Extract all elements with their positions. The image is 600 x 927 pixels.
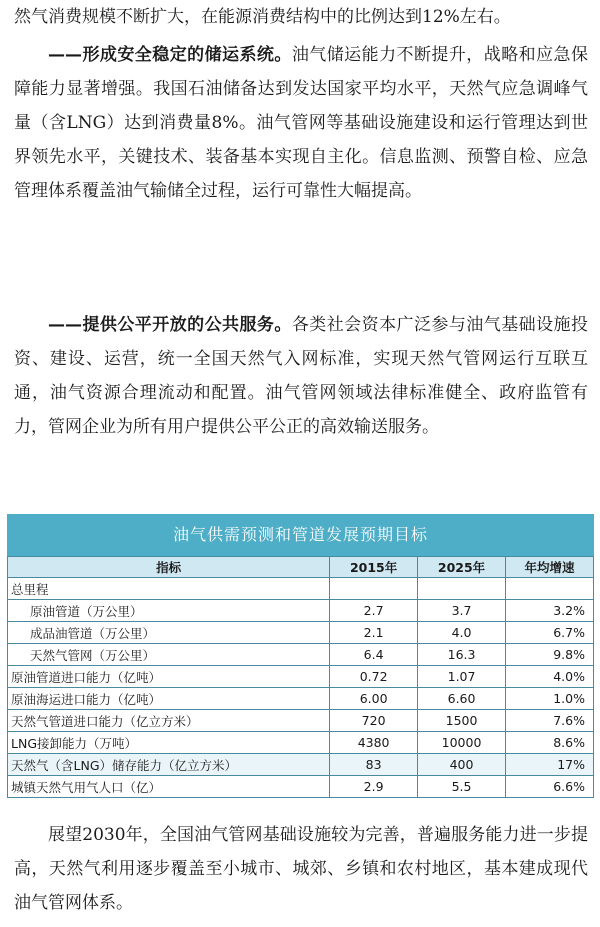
forecast-table bbox=[7, 556, 594, 798]
row-2025: 16.3 bbox=[418, 644, 506, 666]
row-name: 城镇天然气用气人口（亿） bbox=[8, 776, 330, 798]
row-growth: 9.8% bbox=[506, 644, 594, 666]
row-2015: 83 bbox=[330, 754, 418, 776]
row-name: 原油管道（万公里） bbox=[8, 600, 330, 622]
row-growth: 1.0% bbox=[506, 688, 594, 710]
paragraph-body-service: 各类社会资本广泛参与油气基础设施投资、建设、运营，统一全国天然气入网标准，实现天然气管网运行互联互通，油气资源合理流动和配置。油气管网领域法律标准健全、政府监管有力，管网企业为所有用户提供公平公正的高效输送服务。 bbox=[14, 315, 588, 437]
row-2015: 2.7 bbox=[330, 600, 418, 622]
table-row bbox=[8, 710, 594, 732]
table-header-row bbox=[8, 557, 594, 578]
row-name: 原油海运进口能力（亿吨） bbox=[8, 688, 330, 710]
row-2015: 2.9 bbox=[330, 776, 418, 798]
row-2015: 720 bbox=[330, 710, 418, 732]
row-name: 原油管道进口能力（亿吨） bbox=[8, 666, 330, 688]
row-growth: 3.2% bbox=[506, 600, 594, 622]
row-growth: 8.6% bbox=[506, 732, 594, 754]
row-growth: 7.6% bbox=[506, 710, 594, 732]
table-row bbox=[8, 754, 594, 776]
header-indicator: 指标 bbox=[8, 557, 330, 578]
row-2025: 5.5 bbox=[418, 776, 506, 798]
row-name: 天然气（含LNG）储存能力（亿立方米） bbox=[8, 754, 330, 776]
row-growth: 6.7% bbox=[506, 622, 594, 644]
table-row bbox=[8, 688, 594, 710]
table-row bbox=[8, 622, 594, 644]
row-name: 天然气管道进口能力（亿立方米） bbox=[8, 710, 330, 732]
row-2025: 10000 bbox=[418, 732, 506, 754]
paragraph-intro: 然气消费规模不断扩大，在能源消费结构中的比例达到12%左右。 bbox=[14, 7, 511, 27]
table-row bbox=[8, 732, 594, 754]
header-growth: 年均增速 bbox=[506, 557, 594, 578]
row-name: LNG接卸能力（万吨） bbox=[8, 732, 330, 754]
table-row bbox=[8, 600, 594, 622]
table-row bbox=[8, 644, 594, 666]
row-2015: 4380 bbox=[330, 732, 418, 754]
row-2025: 3.7 bbox=[418, 600, 506, 622]
row-name: 天然气管网（万公里） bbox=[8, 644, 330, 666]
row-2025: 1.07 bbox=[418, 666, 506, 688]
row-growth: 6.6% bbox=[506, 776, 594, 798]
empty-cell bbox=[330, 578, 418, 600]
paragraph-heading-storage: ——形成安全稳定的储运系统。 bbox=[48, 45, 292, 65]
group-label: 总里程 bbox=[8, 578, 330, 600]
empty-cell bbox=[418, 578, 506, 600]
header-2015: 2015年 bbox=[330, 557, 418, 578]
empty-cell bbox=[506, 578, 594, 600]
paragraph-outlook-2030: 展望2030年，全国油气管网基础设施较为完善，普遍服务能力进一步提高，天然气利用逐步覆盖至小城市、城郊、乡镇和农村地区，基本建成现代油气管网体系。 bbox=[14, 825, 588, 913]
paragraph-public-service bbox=[14, 308, 588, 444]
row-2025: 4.0 bbox=[418, 622, 506, 644]
row-2015: 6.00 bbox=[330, 688, 418, 710]
paragraph-body-storage: 油气储运能力不断提升，战略和应急保障能力显著增强。我国石油储备达到发达国家平均水平，天然气应急调峰气量（含LNG）达到消费量8%。油气管网等基础设施建设和运行管理达到世界领先水平，关键技术、装备基本实现自主化。信息监测、预警自检、应急管理体系覆盖油气输储全过程，运行可靠性大幅提高。 bbox=[14, 45, 588, 201]
row-2025: 6.60 bbox=[418, 688, 506, 710]
header-2025: 2025年 bbox=[418, 557, 506, 578]
table-row bbox=[8, 666, 594, 688]
row-growth: 17% bbox=[506, 754, 594, 776]
row-2015: 6.4 bbox=[330, 644, 418, 666]
row-growth: 4.0% bbox=[506, 666, 594, 688]
row-name: 成品油管道（万公里） bbox=[8, 622, 330, 644]
row-2015: 2.1 bbox=[330, 622, 418, 644]
table-group-row bbox=[8, 578, 594, 600]
row-2015: 0.72 bbox=[330, 666, 418, 688]
row-2025: 1500 bbox=[418, 710, 506, 732]
row-2025: 400 bbox=[418, 754, 506, 776]
forecast-table-container bbox=[7, 514, 594, 798]
table-row bbox=[8, 776, 594, 798]
paragraph-storage-system bbox=[14, 38, 588, 208]
paragraph-heading-service: ——提供公平开放的公共服务。 bbox=[48, 315, 292, 335]
table-title: 油气供需预测和管道发展预期目标 bbox=[7, 514, 594, 556]
